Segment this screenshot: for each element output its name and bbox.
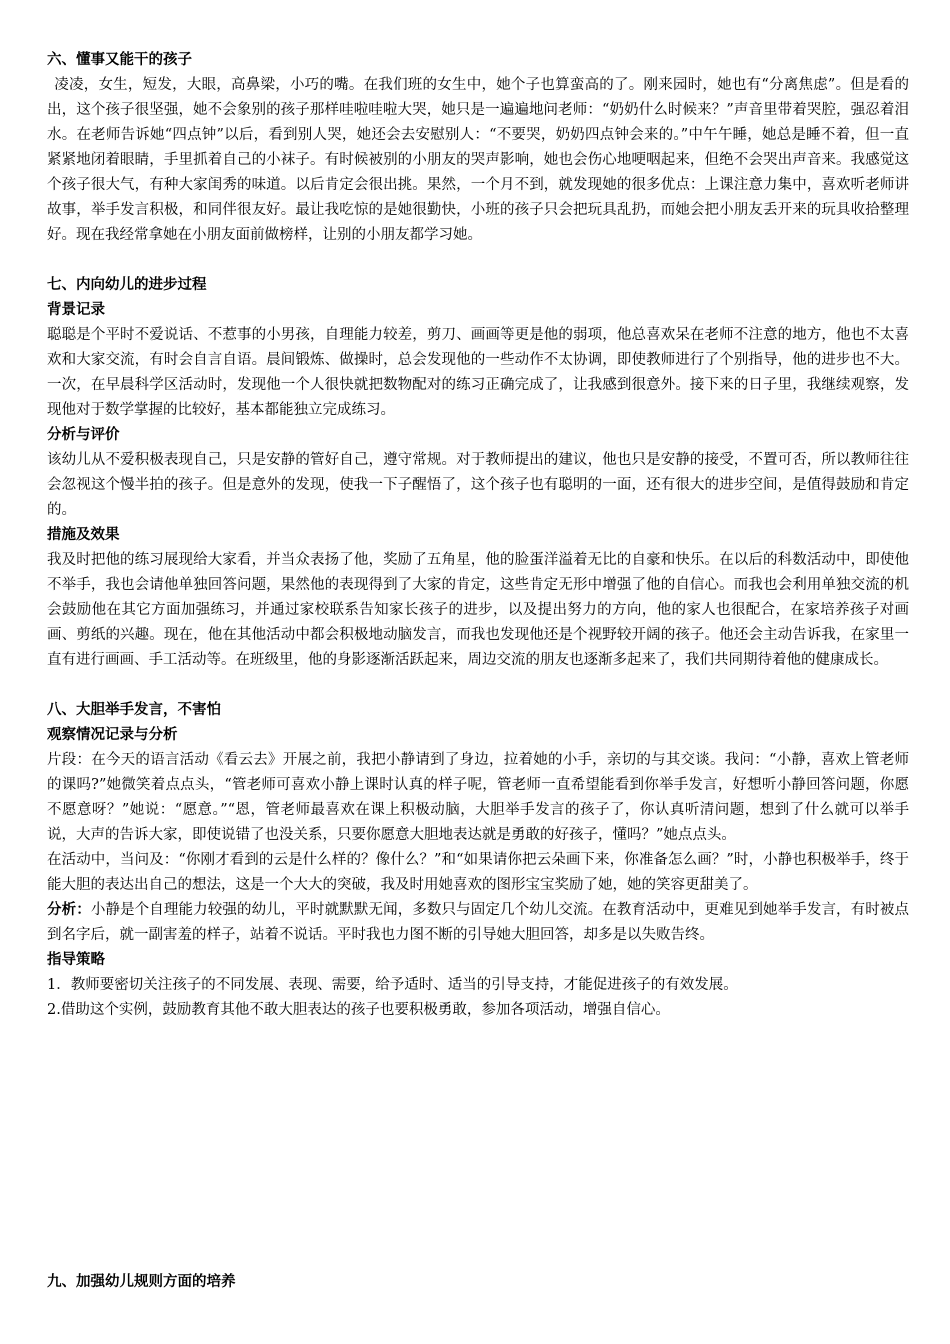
section-7-paragraph-background: 聪聪是个平时不爱说话、不惹事的小男孩，自理能力较差，剪刀、画画等更是他的弱项，他总喜欢呆在老师不注意的地方，他也不太喜欢和大家交流，有时会自言自语。晨间锻炼、做操时，总会发现他的一些动作不太协调，即使教师进行了个别指导，他的进步也不大。一次，在早晨科学区活动时，发现他一个人很快就把数物配对的练习正确完成了，让我感到很意外。接下来的日子里，我继续观察，发现他对于数学掌握的比较好，基本都能独立完成练习。: [47, 327, 909, 418]
section-8-paragraph-analysis: [47, 898, 909, 948]
section-9-title: 九、加强幼儿规则方面的培养: [47, 1274, 236, 1290]
section-8-paragraph-activity: 在活动中，当问及：“你刚才看到的云是什么样的？像什么？”和“如果请你把云朵画下来，你准备怎么画？”时，小静也积极举手，终于能大胆的表达出自己的想法，这是一个大大的突破，我及时用她喜欢的图形宝宝奖励了她，她的笑容更甜美了。: [47, 852, 909, 893]
section-7-paragraph-analysis: 该幼儿从不爱积极表现自己，只是安静的管好自己，遵守常规。对于教师提出的建议，他也只是安静的接受，不置可否，所以教师往往会忽视这个慢半拍的孩子。但是意外的发现，使我一下子醒悟了，这个孩子也有聪明的一面，还有很大的进步空间，是值得鼓励和肯定的。: [47, 452, 909, 518]
section-7-heading-measures: 措施及效果: [47, 527, 120, 543]
analysis-label: 分析：: [47, 902, 91, 918]
document-body: [47, 48, 909, 1023]
section-7-title: 七、内向幼儿的进步过程: [47, 277, 207, 293]
section-6-paragraph: 凌凌，女生，短发，大眼，高鼻梁，小巧的嘴。在我们班的女生中，她个子也算蛮高的了。刚来园时，她也有“分离焦虑”。但是看的出，这个孩子很坚强，她不会象别的孩子那样哇啦哇啦大哭，她只是一遍遍地问老师：“奶奶什么时候来？”声音里带着哭腔，强忍着泪水。在老师告诉她“四点钟”以后，看到别人哭，她还会去安慰别人：“不要哭，奶奶四点钟会来的。”中午午睡，她总是睡不着，但一直紧紧地闭着眼睛，手里抓着自己的小袜子。有时候被别的小朋友的哭声影响，她也会伤心地哽咽起来，但绝不会哭出声音来。我感觉这个孩子很大气，有种大家闺秀的味道。以后肯定会很出挑。果然，一个月不到，就发现她的很多优点：上课注意力集中，喜欢听老师讲故事，举手发言积极，和同伴很友好。最让我吃惊的是她很勤快，小班的孩子只会把玩具乱扔，而她会把小朋友丢开来的玩具收拾整理好。现在我经常拿她在小朋友面前做榜样，让别的小朋友都学习她。: [47, 77, 909, 243]
strategy-item-1: 1．教师要密切关注孩子的不同发展、表现、需要，给予适时、适当的引导支持，才能促进孩子的有效发展。: [47, 977, 738, 993]
analysis-text: 小静是个自理能力较强的幼儿，平时就默默无闻，多数只与固定几个幼儿交流。在教育活动中，更难见到她举手发言，有时被点到名字后，就一副害羞的样子，站着不说话。平时我也力图不断的引导她大胆回答，却多是以失败告终。: [47, 902, 910, 943]
section-7-paragraph-measures: 我及时把他的练习展现给大家看，并当众表扬了他，奖励了五角星，他的脸蛋洋溢着无比的自豪和快乐。在以后的科数活动中，即使他不举手，我也会请他单独回答问题，果然他的表现得到了大家的肯定，这些肯定无形中增强了他的自信心。而我也会利用单独交流的机会鼓励他在其它方面加强练习，并通过家校联系告知家长孩子的进步，以及提出努力的方向，他的家人也很配合，在家培养孩子对画画、剪纸的兴趣。现在，他在其他活动中都会积极地动脑发言，而我也发现他还是个视野较开阔的孩子。他还会主动告诉我，在家里一直有进行画画、手工活动等。在班级里，他的身影逐渐活跃起来，周边交流的朋友也逐渐多起来了，我们共同期待着他的健康成长。: [47, 552, 909, 668]
section-8-heading-observation: 观察情况记录与分析: [47, 727, 178, 743]
section-8-paragraph-fragment: 片段：在今天的语言活动《看云去》开展之前，我把小静请到了身边，拉着她的小手，亲切的与其交谈。我问：“小静，喜欢上管老师的课吗?”她微笑着点点头，“管老师可喜欢小静上课时认真的样子呢，管老师一直希望能看到你举手发言，好想听小静回答问题，你愿不愿意呀？”她说：“愿意。”“恩，管老师最喜欢在课上积极动脑，大胆举手发言的孩子了，你认真听清问题，想到了什么就可以举手说，大声的告诉大家，即使说错了也没关系，只要你愿意大胆地表达就是勇敢的好孩子，懂吗？”她点点头。: [47, 752, 909, 843]
section-7-heading-analysis: 分析与评价: [47, 427, 120, 443]
section-8-heading-strategy: 指导策略: [47, 952, 105, 968]
section-7-heading-background: 背景记录: [47, 302, 105, 318]
strategy-item-2: 2.借助这个实例，鼓励教育其他不敢大胆表达的孩子也要积极勇敢，参加各项活动，增强自信心。: [47, 1002, 670, 1018]
section-8-title: 八、大胆举手发言，不害怕: [47, 702, 221, 718]
section-6-title: 六、懂事又能干的孩子: [47, 52, 192, 68]
